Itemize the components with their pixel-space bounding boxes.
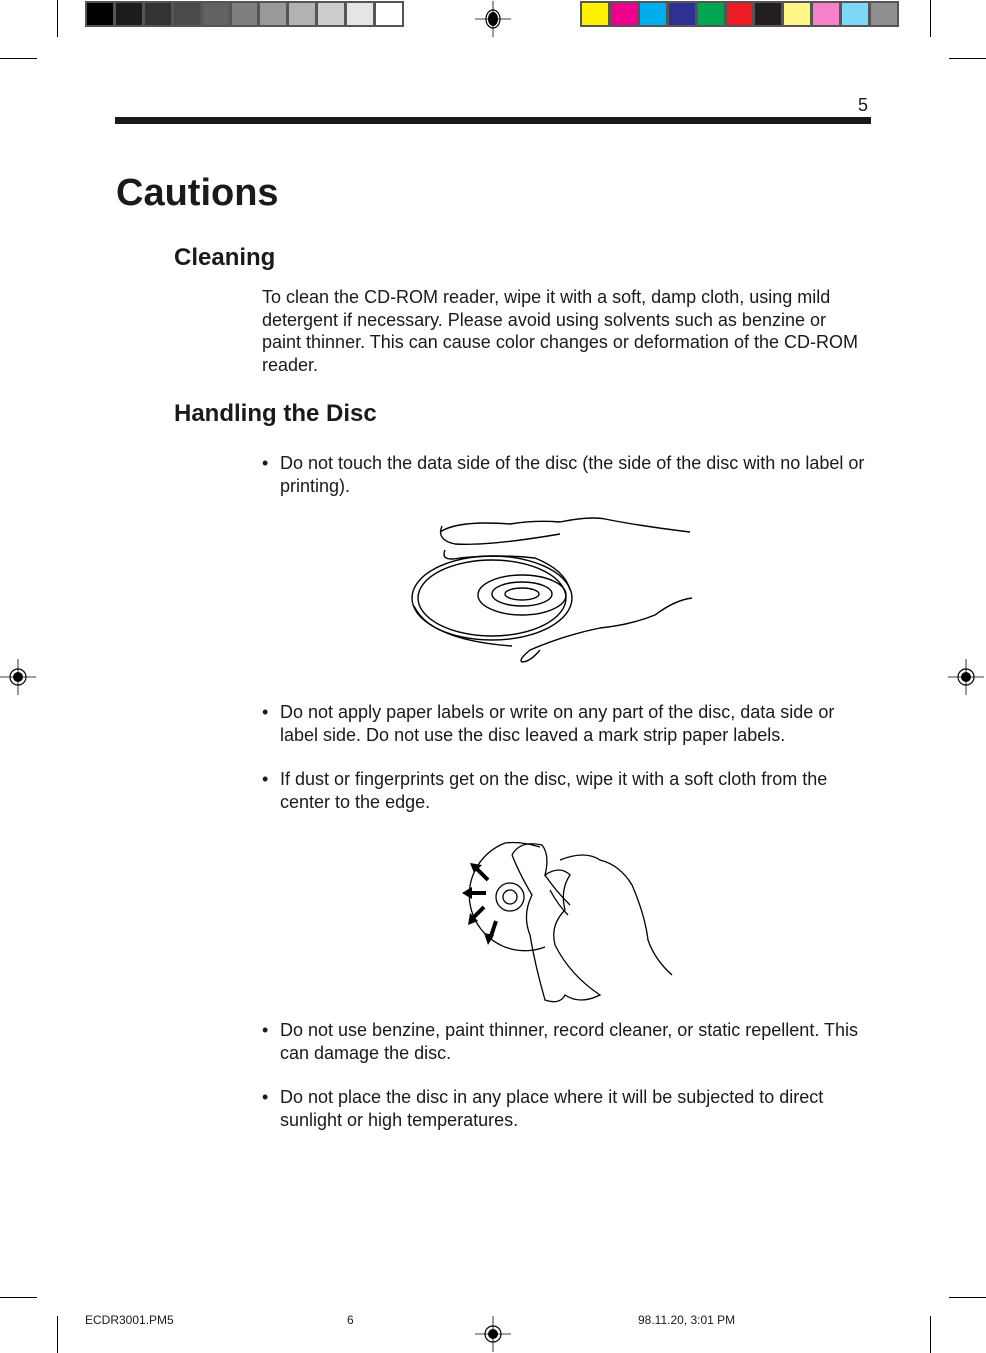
color-swatch	[376, 3, 402, 25]
color-swatch	[116, 3, 142, 25]
list-item-text: Do not place the disc in any place where it will be subjected to direct sunlight or high temperatures.	[280, 1087, 824, 1130]
color-swatch	[174, 3, 200, 25]
section-heading-handling: Handling the Disc	[174, 400, 377, 427]
crop-mark	[0, 58, 37, 59]
list-item	[262, 768, 872, 813]
grayscale-color-bar	[85, 1, 404, 27]
color-swatch	[784, 3, 810, 25]
color-swatch	[232, 3, 258, 25]
color-swatch	[813, 3, 839, 25]
crop-mark	[930, 1316, 931, 1353]
color-swatch	[318, 3, 344, 25]
list-item	[262, 452, 872, 497]
crop-mark	[949, 58, 986, 59]
section-heading-cleaning: Cleaning	[174, 244, 276, 271]
list-item	[262, 1086, 872, 1131]
color-swatch	[755, 3, 781, 25]
footer-filename: ECDR3001.PM5	[85, 1313, 174, 1327]
wiping-disc-illustration	[450, 835, 680, 1010]
color-swatch	[669, 3, 695, 25]
page-title: Cautions	[116, 172, 279, 214]
page-number: 5	[858, 95, 869, 115]
color-swatch	[260, 3, 286, 25]
process-color-bar	[580, 1, 899, 27]
color-swatch	[698, 3, 724, 25]
bullet: •	[262, 769, 269, 789]
crop-mark	[57, 0, 58, 37]
color-swatch	[87, 3, 113, 25]
crop-mark	[930, 0, 931, 37]
header-rule	[115, 117, 871, 124]
crop-mark	[57, 1316, 58, 1353]
color-swatch	[871, 3, 897, 25]
crop-mark	[949, 1297, 986, 1298]
bullet: •	[262, 1087, 269, 1107]
color-swatch	[582, 3, 608, 25]
registration-mark-icon	[948, 659, 984, 695]
list-item	[262, 701, 872, 746]
color-swatch	[842, 3, 868, 25]
color-swatch	[145, 3, 171, 25]
list-item-text: Do not apply paper labels or write on any part of the disc, data side or label side. Do not use the disc leaved a mark strip paper labels.	[280, 702, 835, 745]
registration-mark-icon	[475, 1, 511, 37]
crop-mark	[0, 1297, 37, 1298]
list-item-text: Do not use benzine, paint thinner, record cleaner, or static repellent. This can damage the disc.	[280, 1020, 859, 1063]
bullet: •	[262, 1020, 269, 1040]
color-swatch	[347, 3, 373, 25]
color-swatch	[289, 3, 315, 25]
hand-holding-disc-illustration	[400, 510, 700, 670]
cleaning-paragraph: To clean the CD-ROM reader, wipe it with a soft, damp cloth, using mild detergent if necessary. Please avoid using solvents such as benzine or paint thinner. This can cause color changes or deformation of the CD-ROM reader.	[262, 287, 858, 375]
color-swatch	[727, 3, 753, 25]
list-item-text: If dust or fingerprints get on the disc, wipe it with a soft cloth from the center to the edge.	[280, 769, 828, 812]
color-swatch	[611, 3, 637, 25]
color-swatch	[203, 3, 229, 25]
footer-timestamp: 98.11.20, 3:01 PM	[638, 1313, 736, 1327]
bullet: •	[262, 702, 269, 722]
bullet: •	[262, 453, 269, 473]
list-item-text: Do not touch the data side of the disc (the side of the disc with no label or printing).	[280, 453, 865, 496]
footer-page: 6	[347, 1313, 354, 1327]
registration-mark-icon	[0, 659, 36, 695]
color-swatch	[640, 3, 666, 25]
list-item	[262, 1019, 872, 1064]
registration-mark-icon	[475, 1316, 511, 1352]
